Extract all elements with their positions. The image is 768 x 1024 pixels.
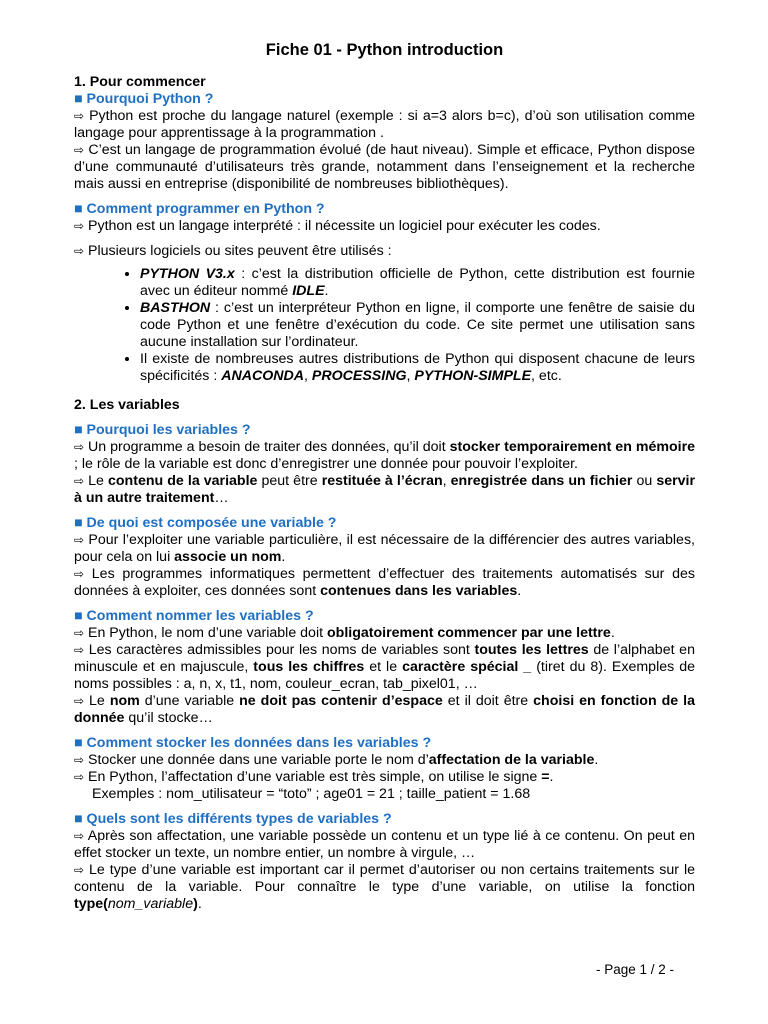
document-page (74, 40, 695, 913)
paragraph: ⇨ Pour l’exploiter une variable particulière, il est nécessaire de la différencier des autres variables, pour cela on lui associe un nom. (74, 532, 695, 565)
arrow-icon: ⇨ (74, 643, 85, 657)
paragraph: ⇨ Plusieurs logiciels ou sites peuvent être utilisés : (74, 243, 392, 259)
square-bullet-icon: ■ (74, 422, 83, 438)
arrow-icon: ⇨ (74, 474, 85, 488)
paragraph: ⇨ Stocker une donnée dans une variable porte le nom d’affectation de la variable. (74, 752, 599, 768)
question-heading: ■ Pourquoi les variables ? (74, 422, 251, 438)
question-heading: ■ Comment programmer en Python ? (74, 201, 325, 217)
question-heading: ■ Comment stocker les données dans les variables ? (74, 735, 432, 751)
paragraph: ⇨ Un programme a besoin de traiter des données, qu’il doit stocker temporairement en mémoire ; le rôle de la variable est donc d’enregistrer une donnée pour pouvoir l’exploiter. (74, 439, 695, 472)
section-heading-1: 1. Pour commencer (74, 74, 206, 90)
distribution-list (74, 266, 695, 385)
question-heading: ■ Comment nommer les variables ? (74, 608, 314, 624)
arrow-icon: ⇨ (74, 533, 85, 547)
arrow-icon: ⇨ (74, 626, 85, 640)
page-footer: - Page 1 / 2 - (595, 962, 674, 977)
paragraph: ⇨ Les caractères admissibles pour les noms de variables sont toutes les lettres de l’alphabet en minuscule et en majuscule, tous les chiffres et le caractère spécial _ (tiret du 8). Exemples de noms possibles : a, n, x, t1, nom, couleur_ecran, tab_pixel01, … (74, 642, 695, 692)
question-heading: ■ Quels sont les différents types de variables ? (74, 811, 392, 827)
paragraph: ⇨ Les programmes informatiques permettent d’effectuer des traitements automatisés sur des données à exploiter, ces données sont contenues dans les variables. (74, 566, 695, 599)
list-item: • BASTHON : c’est un interpréteur Python en ligne, il comporte une fenêtre de saisie du code Python et une fenêtre d’exécution du code. Ce site permet une utilisation sans aucune installation sur l’ordinateur. (140, 300, 695, 351)
paragraph: ⇨ En Python, l’affectation d’une variable est très simple, on utilise le signe =. (74, 769, 554, 785)
arrow-icon: ⇨ (74, 753, 85, 767)
square-bullet-icon: ■ (74, 201, 83, 217)
square-bullet-icon: ■ (74, 91, 83, 107)
code-example: Exemples : nom_utilisateur = “toto” ; age01 = 21 ; taille_patient = 1.68 (92, 786, 531, 802)
arrow-icon: ⇨ (74, 567, 85, 581)
arrow-icon: ⇨ (74, 219, 85, 233)
paragraph: ⇨ Après son affectation, une variable possède un contenu et un type lié à ce contenu. On peut en effet stocker un texte, un nombre entier, un nombre à virgule, … (74, 828, 695, 861)
list-item: • Il existe de nombreuses autres distributions de Python qui disposent chacune de leurs spécificités : ANACONDA, PROCESSING, PYTHON-SIMPLE, etc. (140, 351, 695, 385)
arrow-icon: ⇨ (74, 109, 85, 123)
arrow-icon: ⇨ (74, 770, 85, 784)
arrow-icon: ⇨ (74, 244, 85, 258)
paragraph: ⇨ Python est proche du langage naturel (exemple : si a=3 alors b=c), d’où son utilisation comme langage pour apprentissage à la programmation . (74, 108, 695, 141)
square-bullet-icon: ■ (74, 515, 83, 531)
arrow-icon: ⇨ (74, 143, 85, 157)
question-heading: ■ Pourquoi Python ? (74, 91, 214, 107)
arrow-icon: ⇨ (74, 829, 85, 843)
square-bullet-icon: ■ (74, 735, 83, 751)
square-bullet-icon: ■ (74, 811, 83, 827)
arrow-icon: ⇨ (74, 694, 85, 708)
paragraph: ⇨ Python est un langage interprété : il nécessite un logiciel pour exécuter les codes. (74, 218, 601, 234)
question-heading: ■ De quoi est composée une variable ? (74, 515, 337, 531)
arrow-icon: ⇨ (74, 863, 85, 877)
paragraph: ⇨ Le nom d’une variable ne doit pas contenir d’espace et il doit être choisi en fonction de la donnée qu’il stocke… (74, 693, 695, 726)
page-title: Fiche 01 - Python introduction (265, 41, 504, 59)
paragraph: ⇨ Le contenu de la variable peut être restituée à l’écran, enregistrée dans un fichier ou servir à un autre traitement… (74, 473, 695, 506)
paragraph: ⇨ C’est un langage de programmation évolué (de haut niveau). Simple et efficace, Python dispose d’une communauté d’utilisateurs très grande, notamment dans l’enseignement et la recherche mais aussi en entreprise (disponibilité de nombreuses bibliothèques). (74, 142, 695, 192)
paragraph: ⇨ Le type d’une variable est important car il permet d’autoriser ou non certains traitements sur le contenu de la variable. Pour connaître le type d’une variable, on utilise la fonction type(nom_variable). (74, 862, 695, 912)
section-heading-2: 2. Les variables (74, 397, 180, 413)
square-bullet-icon: ■ (74, 608, 83, 624)
paragraph: ⇨ En Python, le nom d’une variable doit obligatoirement commencer par une lettre. (74, 625, 615, 641)
arrow-icon: ⇨ (74, 440, 85, 454)
list-item: • PYTHON V3.x : c’est la distribution officielle de Python, cette distribution est fournie avec un éditeur nommé IDLE. (140, 266, 695, 300)
